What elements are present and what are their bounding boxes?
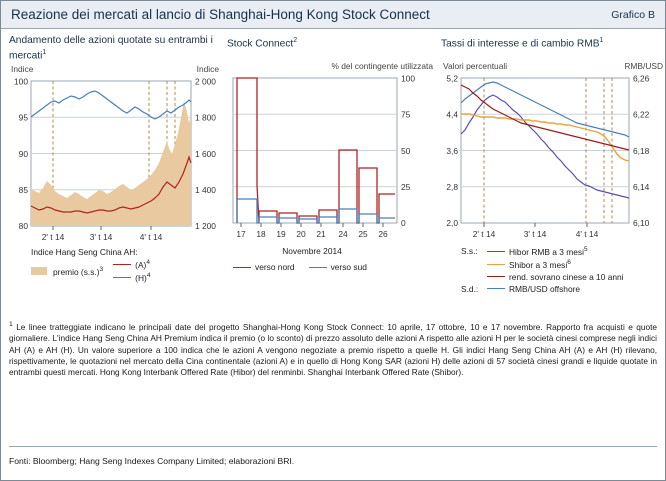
svg-text:20: 20	[296, 229, 306, 239]
panel1-title-sup: 1	[42, 49, 47, 56]
legend-label-sovereign: rend. sovrano cinese a 10 anni	[509, 271, 624, 282]
svg-text:6,14: 6,14	[633, 182, 650, 193]
legend-label-ah-a: (A)	[135, 260, 147, 271]
sovereign-yield-line-icon	[487, 276, 505, 277]
panel-stock-connect	[227, 35, 435, 296]
svg-text:24: 24	[338, 229, 348, 239]
svg-text:2' t 14: 2' t 14	[41, 232, 65, 243]
svg-text:75: 75	[401, 109, 411, 120]
panel1-legend-title: Indice Hang Seng China AH:	[31, 247, 138, 258]
legend-label-shibor: Shibor a 3 mesi	[509, 259, 568, 270]
legend-label-southbound: verso sud	[330, 262, 367, 272]
legend-item-northbound	[233, 262, 295, 272]
panel1-axis-labels	[9, 64, 221, 75]
southbound-line-icon	[309, 267, 327, 268]
panel3-legend	[461, 246, 665, 294]
svg-text:80: 80	[18, 221, 28, 232]
panel2-legend	[233, 262, 435, 274]
svg-text:2,8: 2,8	[446, 182, 458, 193]
svg-text:25: 25	[358, 229, 368, 239]
footnote-marker-1: 1	[9, 321, 13, 328]
svg-text:1 600: 1 600	[195, 149, 216, 160]
panel2-title-text: Stock Connect	[227, 38, 294, 50]
legend-label-northbound: verso nord	[255, 262, 295, 272]
svg-text:0: 0	[401, 218, 406, 228]
legend-side-right: S.d.:	[461, 283, 479, 294]
panel1-right-axis-label: Indice	[196, 64, 219, 75]
footnotes	[9, 319, 657, 379]
svg-text:2' t 14: 2' t 14	[472, 229, 496, 239]
legend-item-ah-h: $(H)^4$	[113, 272, 150, 283]
svg-text:1 400: 1 400	[195, 185, 216, 196]
panel3-title	[441, 35, 665, 61]
legend-item-premium: premio $(s.s.)^3$	[31, 259, 103, 283]
svg-text:85: 85	[18, 185, 28, 196]
panel2-plot	[227, 72, 435, 252]
panel3-right-axis-label: RMB/USD	[624, 61, 663, 71]
svg-text:1 200: 1 200	[195, 221, 216, 232]
svg-text:3,6: 3,6	[446, 145, 458, 156]
svg-text:25: 25	[401, 182, 411, 193]
legend-label-rmbusd: RMB/USD offshore	[509, 283, 581, 294]
svg-text:4,4: 4,4	[446, 109, 458, 120]
svg-text:90: 90	[18, 149, 28, 160]
svg-text:100: 100	[401, 73, 415, 84]
svg-text:5,2: 5,2	[446, 73, 458, 84]
svg-text:18: 18	[256, 229, 266, 239]
svg-text:21: 21	[316, 229, 326, 239]
svg-text:6,22: 6,22	[633, 109, 650, 120]
page-title: Reazione dei mercati al lancio di Shanghai-Hong Kong Stock Connect	[11, 7, 430, 22]
footer-divider	[9, 446, 657, 447]
legend-item-southbound	[309, 262, 367, 272]
svg-text:50: 50	[401, 145, 411, 156]
panel2-top-label: % del contingente utilizzata	[331, 61, 433, 71]
legend-label-ah-h: (H)	[135, 272, 147, 283]
footnotes-text: Le linee tratteggiate indicano le principali date del progetto Shanghai-Hong Kong Stock Connect: 10 aprile, 17 ottobre, 10 e 17 novembre. Rapporto fra acquisti e quote giornaliere. L'indice Hang Seng China AH Premium indica il premio (o lo sconto) di prezzo assoluto delle azioni A rispetto alle azioni H per le società cinesi comprese negli indici AH (A) e AH (H). Un valore superiore a 100 indica che le azioni A vengono negoziate a premio rispetto a quelle H. Gli indici Hang Seng China AH (A) e AH (H) rilevano, rispettivamente, le quotazioni nel mercato della Cina continentale (azioni A) e in quello di Hong Kong SAR (azioni H) delle azioni di 57 società cinesi grandi e liquide quotate in entrambi questi mercati. Hong Kong Interbank Offered Rate (Hibor) del renminbi. Shanghai Interbank Offered Rate (Shibor).	[9, 321, 657, 378]
svg-text:100: 100	[14, 76, 28, 87]
figure-label: Grafico B	[611, 8, 655, 21]
northbound-line-icon	[233, 267, 251, 268]
svg-text:26: 26	[378, 229, 388, 239]
panel1-title-text: Andamento delle azioni quotate su entrambi i mercati	[9, 35, 213, 62]
panel3-axis-labels	[441, 61, 665, 72]
figure-titlebar	[1, 1, 665, 29]
panel1-plot	[9, 75, 221, 258]
legend-label-hibor: Hibor RMB a 3 mesi	[509, 246, 584, 257]
legend-item-ah-a: $(A)^4$	[113, 259, 150, 270]
legend-item-hibor: S.s.: Hibor RMB a 3 mesi$^5$	[461, 246, 588, 257]
sources-line: Fonti: Bloomberg; Hang Seng Indexes Company Limited; elaborazioni BRI.	[9, 456, 295, 466]
svg-text:6,26: 6,26	[633, 73, 650, 84]
premium-swatch-icon	[31, 267, 49, 275]
panel3-left-axis-label: Valori percentuali	[443, 61, 508, 71]
svg-text:6,10: 6,10	[633, 218, 650, 228]
legend-side-left: S.s.:	[461, 246, 478, 257]
panel2-axis-labels	[227, 61, 435, 72]
panel2-x-caption: Novembre 2014	[282, 246, 342, 256]
panel3-title-sup: 1	[599, 37, 604, 44]
svg-text:3' t 14: 3' t 14	[523, 229, 547, 239]
svg-text:2 000: 2 000	[195, 76, 216, 87]
ah-a-line-icon	[113, 264, 131, 265]
svg-text:6,18: 6,18	[633, 145, 650, 156]
panel-rates-fx	[441, 35, 665, 296]
svg-text:19: 19	[276, 229, 286, 239]
panel3-title-text: Tassi di interesse e di cambio RMB	[441, 38, 600, 50]
legend-item-shibor: Shibor a 3 mesi$^6$	[461, 259, 665, 270]
panel2-title	[227, 35, 435, 61]
legend-label-premium: premio (s.s.)	[53, 266, 100, 277]
legend-item-sovereign	[461, 272, 665, 282]
panel2-title-sup: 2	[293, 37, 298, 44]
svg-text:2,0: 2,0	[446, 218, 458, 228]
panel-cross-listed-shares	[9, 35, 221, 296]
panel1-svg	[9, 75, 221, 258]
panel3-plot	[441, 72, 665, 252]
svg-text:4' t 14: 4' t 14	[575, 229, 599, 239]
svg-text:4' t 14: 4' t 14	[139, 232, 163, 243]
svg-text:95: 95	[18, 113, 28, 124]
rmbusd-line-icon	[487, 288, 505, 289]
panel1-title	[9, 35, 221, 64]
panel1-left-axis-label: Indice	[11, 64, 34, 75]
legend-item-rmbusd	[461, 284, 665, 294]
svg-text:17: 17	[236, 229, 246, 239]
ah-h-line-icon	[113, 277, 131, 278]
panels-container	[1, 29, 665, 296]
panel3-svg	[441, 72, 665, 252]
shibor-line-icon	[487, 264, 505, 265]
svg-text:3' t 14: 3' t 14	[89, 232, 113, 243]
svg-text:1 800: 1 800	[195, 113, 216, 124]
panel2-svg	[227, 72, 435, 252]
